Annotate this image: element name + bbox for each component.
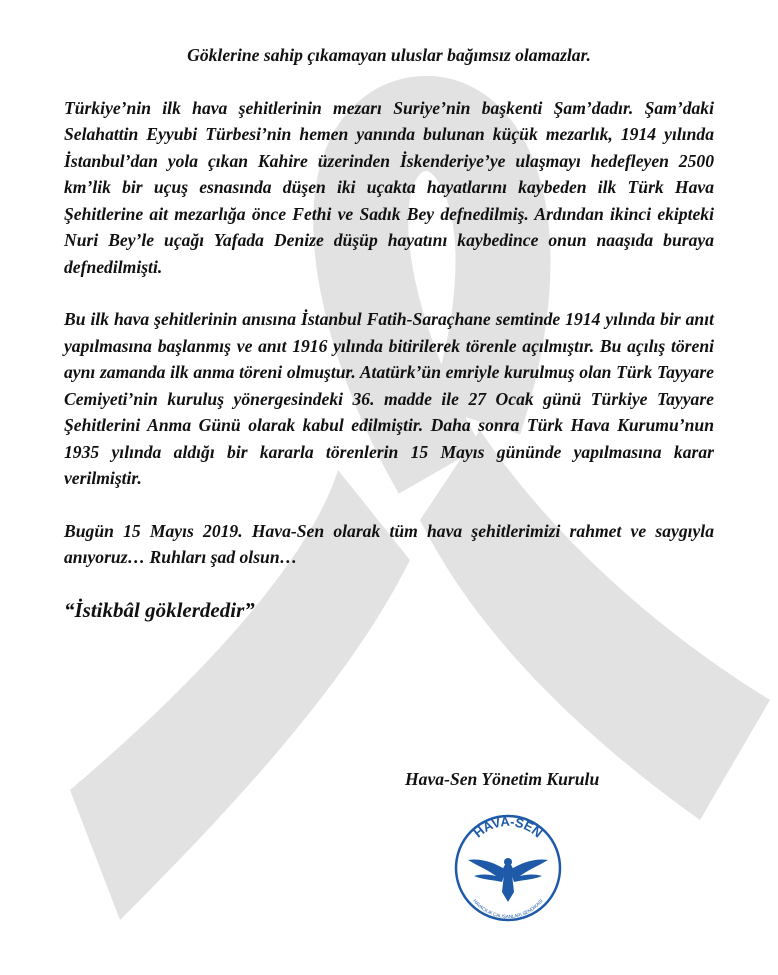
logo-title: HAVA-SEN [470,813,546,841]
letter-body [64,42,714,623]
logo-subtitle: HAVACILIK ÇALIŞANLARI SENDİKASI [472,898,544,920]
motto: “İstikbâl göklerdedir” [64,597,255,622]
logo [452,812,564,924]
headline: Göklerine sahip çıkamayan uluslar bağımsız olamazlar. [187,45,591,65]
eagle-icon [468,858,548,902]
paragraph-remembrance: Bugün 15 Mayıs 2019. Hava-Sen olarak tüm hava şehitlerimizi rahmet ve saygıyla anıyoruz… Ruhları şad olsun… [64,520,714,567]
paragraph-monument: Bu ilk hava şehitlerinin anısına İstanbul Fatih-Saraçhane semtinde 1914 yılında bir anıt yapılmasına başlanmış ve anıt 1916 yılında bitirilerek törenle açılmıştır. Bu açılış töreni aynı zamanda ilk anma töreni olmuştur. Atatürk’ün emriyle kurulmuş olan Türk Tayyare Cemiyeti’nin kuruluş yönergesindeki 36. madde ile 27 Ocak günü Türkiye Tayyare Şehitlerini Anma Günü olarak kabul edilmiştir. Daha sonra Türk Hava Kurumu’nun 1935 yılında aldığı bir kararla törenlerin 15 Mayıs gününde yapılmasına karar verilmiştir. [64,309,714,488]
signature: Hava-Sen Yönetim Kurulu [405,769,600,789]
paragraph-history: Türkiye’nin ilk hava şehitlerinin mezarı Suriye’nin başkenti Şam’dadır. Şam’daki Selahattin Eyyubi Türbesi’nin hemen yanında bulunan küçük mezarlık, 1914 yılında İstanbul’dan yola çıkan Kahire üzerinden İskenderiye’ye ulaşmayı hedefleyen 2500 km’lik bir uçuş esnasında düşen iki uçakta hayatlarını kaybeden ilk Türk Hava Şehitlerine ait mezarlığa önce Fethi ve Sadık Bey defnedilmiş. Ardından ikinci ekipteki Nuri Bey’le uçağı Yafada Denize düşüp hayatını kaybedince onun naaşıda buraya defnedilmişti. [64,97,714,277]
